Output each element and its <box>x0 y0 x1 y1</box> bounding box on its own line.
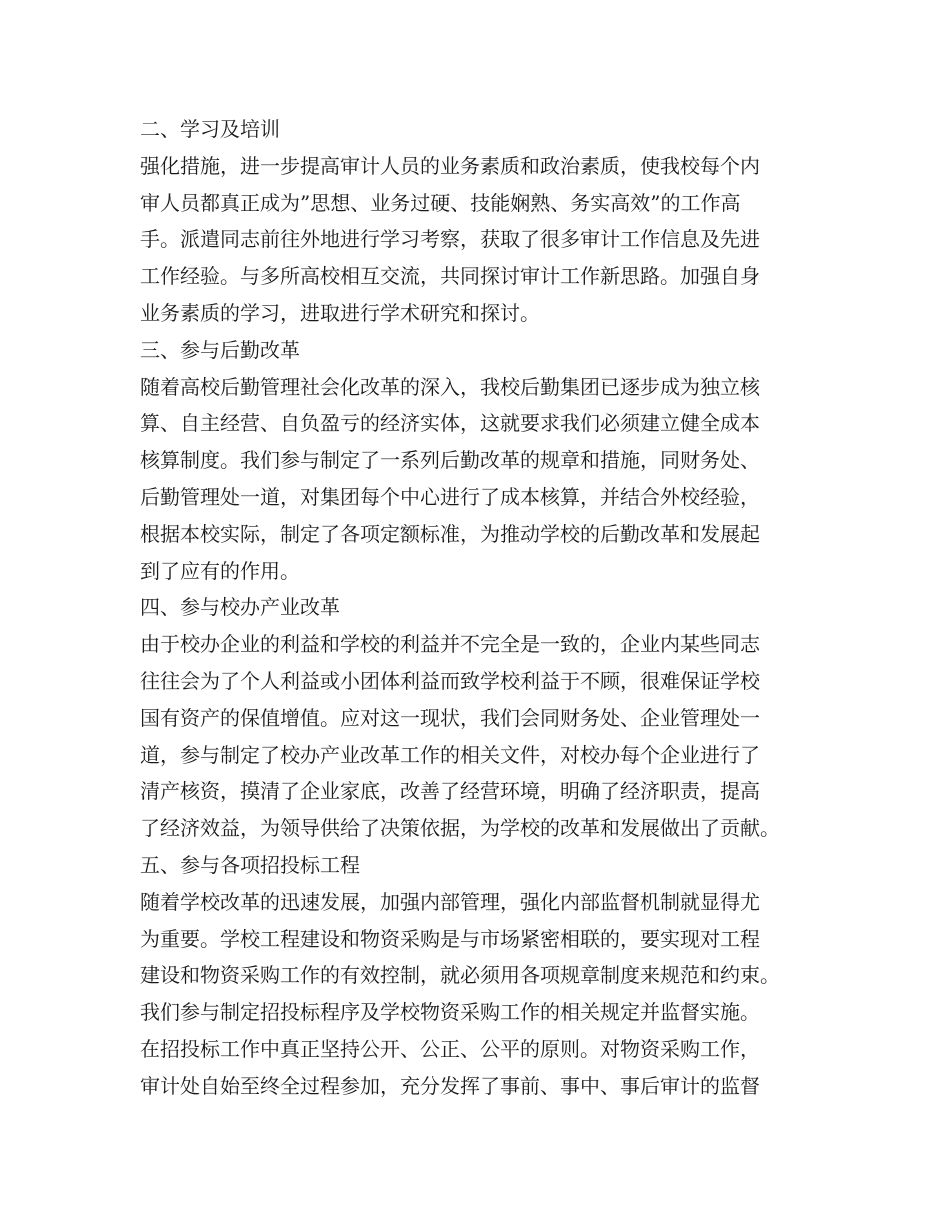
section-study-training <box>140 111 830 332</box>
paragraph-line: 了经济效益，为领导供给了决策依据，为学校的改革和发展做出了贡献。 <box>140 816 780 841</box>
paragraph-line: 核算制度。我们参与制定了一系列后勤改革的规章和措施，同财务处、 <box>140 448 760 473</box>
section-heading: 三、参与后勤改革 <box>140 337 300 362</box>
paragraph-line: 在招投标工作中真正坚持公开、公正、公平的原则。对物资采购工作， <box>140 1036 760 1061</box>
paragraph-line: 后勤管理处一道，对集团每个中心进行了成本核算，并结合外校经验， <box>140 484 760 509</box>
paragraph-line: 根据本校实际，制定了各项定额标准，为推动学校的后勤改革和发展起 <box>140 521 760 546</box>
paragraph-line: 清产核资，摸清了企业家底，改善了经营环境，明确了经济职责，提高 <box>140 779 760 804</box>
document-body <box>140 111 830 1105</box>
paragraph-line: 建设和物资采购工作的有效控制，就必须用各项规章制度来规范和约束。 <box>140 963 780 988</box>
paragraph-line: 工作经验。与多所高校相互交流，共同探讨审计工作新思路。加强自身 <box>140 264 760 289</box>
paragraph-line: 审计处自始至终全过程参加，充分发挥了事前、事中、事后审计的监督 <box>140 1073 760 1098</box>
paragraph-line: 算、自主经营、自负盈亏的经济实体，这就要求我们必须建立健全成本 <box>140 411 760 436</box>
section-heading: 四、参与校办产业改革 <box>140 595 340 620</box>
paragraph-line: 到了应有的作用。 <box>140 558 300 583</box>
paragraph-line: 往往会为了个人利益或小团体利益而致学校利益于不顾，很难保证学校 <box>140 668 760 693</box>
paragraph-line: 我们参与制定招投标程序及学校物资采购工作的相关规定并监督实施。 <box>140 1000 760 1025</box>
paragraph-line: 手。派遣同志前往外地进行学习考察，获取了很多审计工作信息及先进 <box>140 227 760 252</box>
paragraph-line: 随着学校改革的迅速发展，加强内部管理，强化内部监督机制就显得尤 <box>140 889 760 914</box>
section-heading: 二、学习及培训 <box>140 117 280 141</box>
paragraph-line: 为重要。学校工程建设和物资采购是与市场紧密相联的，要实现对工程 <box>140 926 760 951</box>
section-heading: 五、参与各项招投标工程 <box>140 852 360 877</box>
paragraph-line: 随着高校后勤管理社会化改革的深入，我校后勤集团已逐步成为独立核 <box>140 374 760 399</box>
paragraph-line: 业务素质的学习，进取进行学术研究和探讨。 <box>140 300 540 325</box>
paragraph-line: 强化措施，进一步提高审计人员的业务素质和政治素质，使我校每个内 <box>140 153 760 178</box>
section-school-industry-reform <box>140 589 830 847</box>
section-logistics-reform <box>140 332 830 590</box>
section-bidding-projects <box>140 847 830 1105</box>
paragraph-line: 由于校办企业的利益和学校的利益并不完全是一致的，企业内某些同志 <box>140 632 760 657</box>
paragraph-line: 道，参与制定了校办产业改革工作的相关文件，对校办每个企业进行了 <box>140 742 760 767</box>
paragraph-line: 国有资产的保值增值。应对这一现状，我们会同财务处、企业管理处一 <box>140 705 760 730</box>
paragraph-line: 审人员都真正成为”思想、业务过硬、技能娴熟、务实高效”的工作高 <box>140 190 741 215</box>
